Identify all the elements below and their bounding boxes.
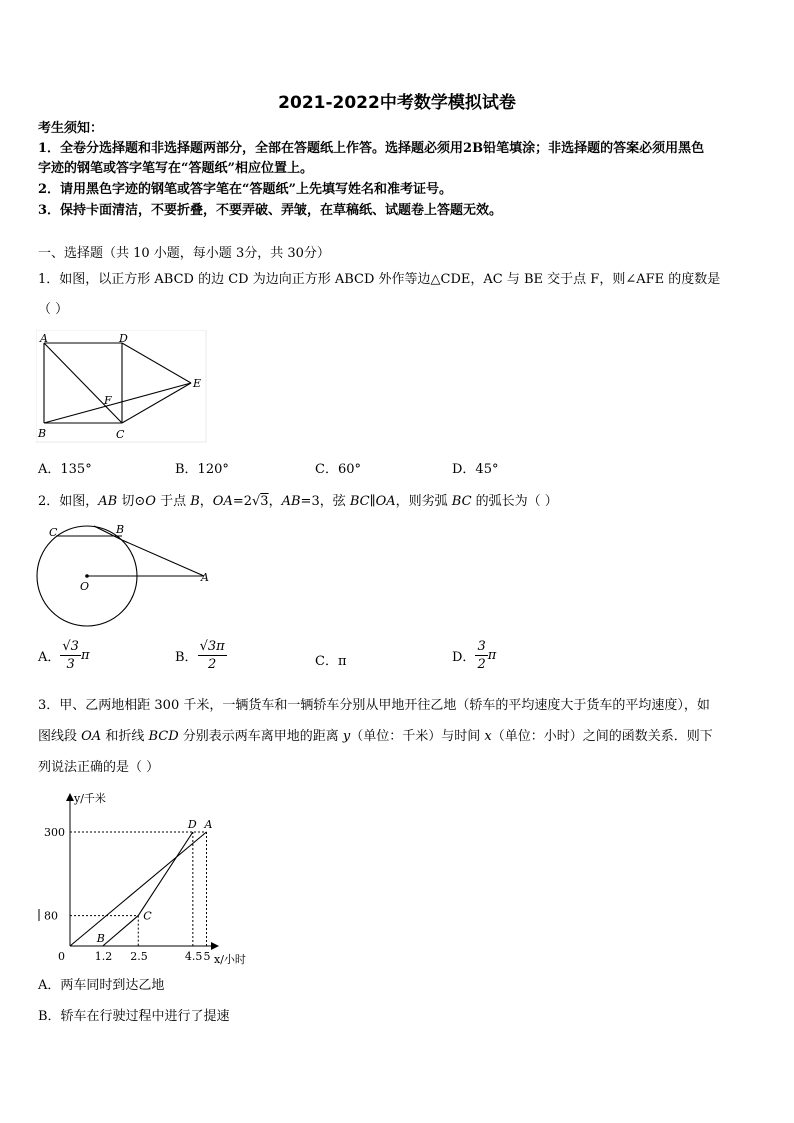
notice-heading: 考生须知： — [38, 121, 104, 136]
point-label-b: B — [96, 932, 105, 945]
q2-label-c: C — [49, 526, 58, 539]
q1-label-c: C — [116, 428, 125, 441]
q1-stem: 1．如图，以正方形 ABCD 的边 CD 为边向正方形 ABCD 外作等边△CDE，AC 与 BE 交于点 F，则∠AFE 的度数是 — [38, 272, 721, 287]
q2-label-b: B — [116, 523, 125, 536]
q1-option-c[interactable]: C．60° — [315, 462, 361, 477]
q2-option-a[interactable]: A． $\frac{√3}{3}$ π — [38, 639, 90, 672]
q1-option-d[interactable]: D．45° — [452, 462, 499, 477]
q1-option-a[interactable]: A．135° — [38, 462, 92, 477]
notice-item-1-cont: 字迹的钢笔或答字笔写在“答题纸”相应位置上。 — [38, 161, 313, 176]
q3-option-b[interactable]: B．轿车在行驶过程中进行了提速 — [38, 1009, 230, 1024]
page-title: 2021-2022中考数学模拟试卷 — [278, 93, 516, 113]
q3-stem-line3: 列说法正确的是（ ） — [38, 760, 160, 775]
q1-label-b: B — [38, 427, 47, 440]
q1-label-f: F — [104, 394, 112, 407]
point-label-c: C — [143, 909, 152, 923]
series-bcd-line — [103, 832, 193, 946]
point-label-d: D — [187, 818, 197, 831]
q2-option-b[interactable]: B． $\frac{√3\pi}{2}$ — [175, 639, 225, 672]
notice-item-3: 3．保持卡面清洁，不要折叠，不要弄破、弄皱，在草稿纸、试题卷上答题无效。 — [38, 203, 503, 218]
q3-chart — [30, 788, 270, 973]
q2-label-a: A — [201, 571, 209, 584]
y-axis-label: y/千米 — [74, 792, 106, 805]
point-label-a: A — [204, 818, 213, 831]
y-tick-80: 80 — [44, 909, 58, 923]
q1-stem-paren: （ ） — [38, 302, 69, 317]
x-tick-2: 2.5 — [130, 950, 148, 963]
q2-option-c[interactable]: C．π — [315, 654, 347, 669]
q1-label-d: D — [119, 332, 128, 345]
q1-label-a: A — [40, 332, 48, 345]
q3-option-a[interactable]: A．两车同时到达乙地 — [38, 978, 165, 993]
q2-figure — [34, 518, 214, 633]
y-tick-300: 300 — [44, 826, 65, 839]
x-tick-3: 4.5 — [184, 950, 203, 963]
q2-label-o: O — [80, 580, 90, 593]
x-tick-0: 0 — [58, 950, 65, 963]
notice-item-1: 1．全卷分选择题和非选择题两部分，全部在答题纸上作答。选择题必须用2B铅笔填涂；非选择题的答案必须用黑色 — [38, 141, 705, 156]
notice-item-2: 2．请用黑色字迹的钢笔或答字笔在“答题纸”上先填写姓名和准考证号。 — [38, 182, 453, 197]
x-axis-label: x/小时 — [214, 953, 246, 966]
q1-figure — [36, 330, 216, 445]
x-tick-1: 1.2 — [94, 950, 113, 963]
q2-stem: 2．如图，AB 切⊙O 于点 B，OA=2√3，AB=3，弦 BC∥OA，则劣弧 BC 的弧长为（ ） — [38, 494, 558, 509]
section-heading: 一、选择题（共 10 小题，每小题 3分，共 30分） — [38, 246, 330, 261]
q1-option-b[interactable]: B．120° — [175, 462, 229, 477]
sqrt-symbol: √ — [252, 494, 261, 509]
q3-stem-line1: 3．甲、乙两地相距 300 千米，一辆货车和一辆轿车分别从甲地开往乙地（轿车的平均速度大于货车的平均速度），如 — [38, 698, 710, 713]
x-tick-4: 5 — [203, 950, 211, 963]
q2-option-d[interactable]: D． $\frac{3}{2}$ π — [452, 639, 497, 672]
q3-stem-line2: 图线段 OA 和折线 BCD 分别表示两车离甲地的距离 y（单位：千米）与时间 x（单位：小时）之间的函数关系．则下 — [38, 729, 713, 744]
q1-label-e: E — [193, 377, 202, 390]
